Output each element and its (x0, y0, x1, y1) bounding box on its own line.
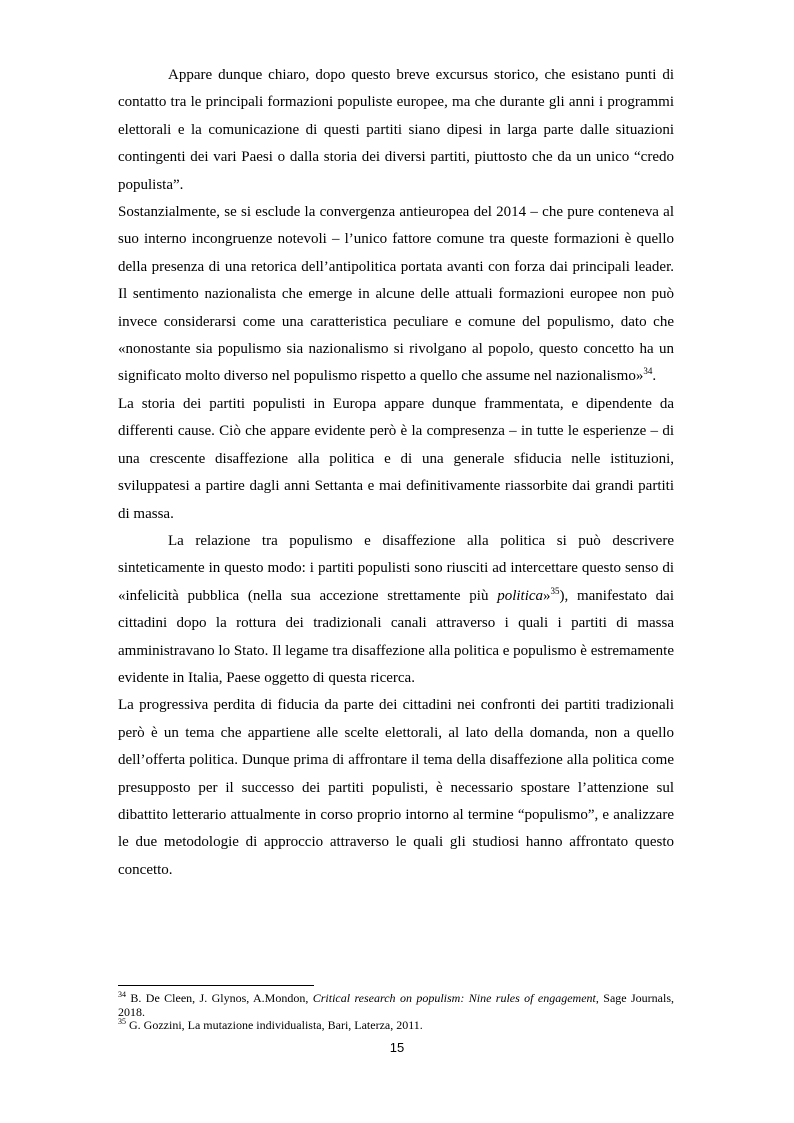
paragraph-3 (118, 391, 674, 528)
paragraph-4 (118, 528, 674, 692)
paragraph-4-text-b: » (543, 587, 551, 604)
paragraph-1 (118, 62, 674, 199)
paragraph-2 (118, 199, 674, 391)
paragraph-2-end: . (652, 368, 657, 385)
footnotes (118, 985, 674, 1033)
paragraph-4-italic: politica (497, 587, 544, 604)
footnote-ref-35[interactable]: 35 (550, 585, 560, 596)
footnote-35-number: 35 (118, 1017, 126, 1027)
footnote-34-text-a: B. De Cleen, J. Glynos, A.Mondon, (126, 991, 313, 1005)
page-body (118, 62, 674, 884)
footnote-35 (118, 1019, 674, 1033)
footnote-34-number: 34 (118, 990, 126, 999)
paragraph-1-text: Appare dunque chiaro, dopo questo breve excursus storico, che esistano punti di contatto tra le principali formazioni populiste europee, ma che durante gli anni i programmi elettorali e la comunicazione di questi partiti siano dipesi in larga parte dalle situazioni contingenti dei vari Paesi o dalla storia dei diversi partiti, piuttosto che da un unico “credo populista”. (118, 67, 674, 193)
page-number: 15 (389, 1040, 405, 1055)
paragraph-5-text: La progressiva perdita di fiducia da parte dei cittadini nei confronti dei partiti tradizionali però è un tema che appartiene alle scelte elettorali, al lato della domanda, non a quello dell’offerta politica. Dunque prima di affrontare il tema della disaffezione alla politica come presupposto per il successo dei partiti populisti, è necessario spostare l’attenzione sul dibattito letterario attualmente in corso proprio intorno al termine “populismo”, e analizzare le due metodologie di approccio attraverso le quali gli studiosi hanno affrontato questo concetto. (118, 697, 674, 878)
paragraph-4-text-c: ), manifestato dai cittadini dopo la rottura dei tradizionali canali attraverso i quali i partiti di massa amministravano lo Stato. Il legame tra disaffezione alla politica e populismo è estremamente evidente in Italia, Paese oggetto di questa ricerca. (118, 587, 674, 686)
paragraph-2-text: Sostanzialmente, se si esclude la convergenza antieuropea del 2014 – che pure conteneva al suo interno incongruenze notevoli – l’unico fattore comune tra queste formazioni è quello della presenza di una retorica dell’antipolitica portata avanti con forza dai principali leader. Il sentimento nazionalista che emerge in alcune delle attuali formazioni europee non può invece considerarsi come una caratteristica peculiare e comune del populismo, dato che «nonostante sia populismo sia nazionalismo si rivolgano al popolo, questo concetto ha un significato molto diverso nel populismo rispetto a quello che assume nel nazionalismo» (118, 204, 674, 385)
footnote-ref-34[interactable]: 34 (643, 366, 653, 377)
footnote-35-text: G. Gozzini, La mutazione individualista, Bari, Laterza, 2011. (126, 1018, 423, 1033)
paragraph-3-text: La storia dei partiti populisti in Europa appare dunque frammentata, e dipendente da differenti cause. Ciò che appare evidente però è la compresenza – in tutte le esperienze – di una crescente disaffezione alla politica e di una generale sfiducia nelle istituzioni, sviluppatesi a partire dagli anni Settanta e mai definitivamente riassorbite dai grandi partiti di massa. (118, 395, 674, 522)
paragraph-4-text-a: La relazione tra populismo e disaffezione alla politica si può descrivere sinteticamente in questo modo: i partiti populisti sono riusciti ad intercettare questo senso di «infelicità pubblica (nella sua accezione strettamente più (118, 532, 674, 604)
footnote-separator (118, 985, 314, 986)
footnote-34-title: Critical research on populism: Nine rules of engagement (312, 991, 596, 1005)
footnote-34-text-b: , Sage Journals, 2018. (118, 991, 674, 1019)
footnote-34 (118, 992, 674, 1019)
paragraph-5 (118, 692, 674, 884)
